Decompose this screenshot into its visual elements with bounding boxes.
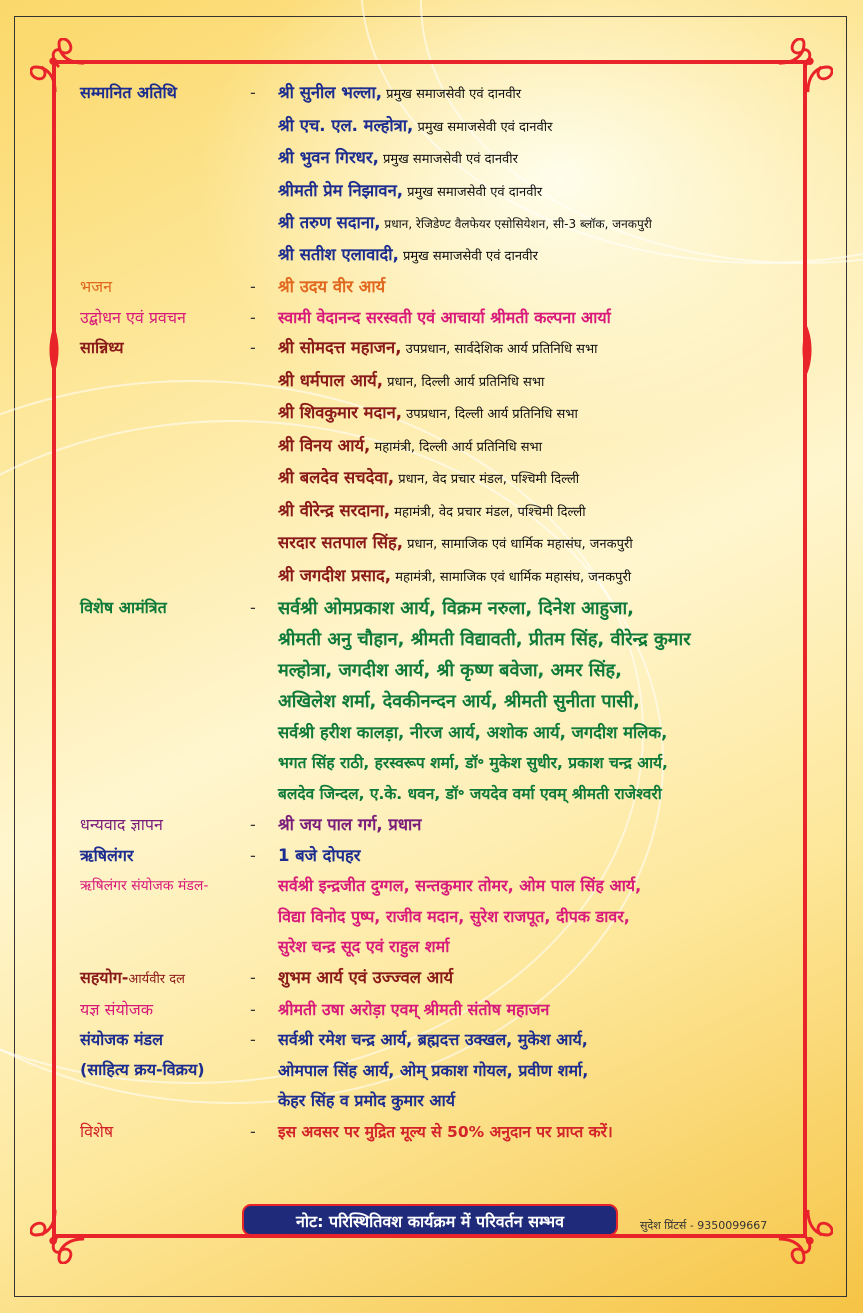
section-label: सम्मानित अतिथि — [80, 83, 177, 102]
printer-credit: सुदेश प्रिंटर्स - 9350099667 — [640, 1219, 768, 1232]
corner-ornament-icon — [775, 1206, 833, 1264]
guest-desc: प्रधान, सामाजिक एवं धार्मिक महासंघ, जनकपुरी — [403, 537, 633, 552]
section-label: ऋषिलंगर — [80, 845, 134, 865]
dash: - — [250, 967, 256, 987]
dash: - — [250, 815, 256, 834]
invitee-line: भगत सिंह राठी, हरस्वरूप शर्मा, डॉ॰ मुकेश सुधीर, प्रकाश चन्द्र आर्य, — [278, 754, 668, 772]
guest-name: श्री बलदेव सचदेवा, — [278, 468, 395, 487]
section-value: इस अवसर पर मुद्रित मूल्य से 50% अनुदान पर प्राप्त करें। — [278, 1122, 613, 1141]
guest-desc: उपप्रधान, सार्वदेशिक आर्य प्रतिनिधि सभा — [401, 342, 598, 357]
guest-desc: प्रधान, दिल्ली आर्य प्रतिनिधि सभा — [383, 374, 545, 390]
guest-name: श्री भुवन गिरधर, — [278, 148, 379, 167]
guest-desc: महामंत्री, वेद प्रचार मंडल, पश्चिमी दिल्ली — [390, 504, 586, 520]
section-value: स्वामी वेदानन्द सरस्वती एवं आचार्या श्रीमती कल्पना आर्या — [278, 307, 611, 327]
member-line: सर्वश्री इन्द्रजीत दुग्गल, सन्तकुमार तोमर, ओम पाल सिंह आर्य, — [278, 876, 642, 895]
member-line: सर्वश्री रमेश चन्द्र आर्य, ब्रह्मदत्त उक्खल, मुकेश आर्य, — [278, 1030, 588, 1049]
invitee-line: सर्वश्री हरीश कालड़ा, नीरज आर्य, अशोक आर्य, जगदीश मलिक, — [278, 723, 668, 742]
section-label: उद्बोधन एवं प्रवचन — [80, 307, 186, 327]
guest-name: सरदार सतपाल सिंह, — [278, 533, 404, 552]
guest-name: श्री एच. एल. मल्होत्रा, — [278, 115, 414, 135]
section-value: 1 बजे दोपहर — [278, 845, 361, 865]
invitee-line: सर्वश्री ओमप्रकाश आर्य, विक्रम नरुला, दिनेश आहुजा, — [278, 598, 634, 619]
guest-name: श्री वीरेन्द्र सरदाना, — [278, 500, 391, 520]
section-yagya — [80, 995, 790, 1026]
guest-name: श्री सुनील भल्ला, — [278, 83, 382, 102]
section-label: यज्ञ संयोजक — [80, 999, 154, 1019]
guest-line — [278, 78, 790, 111]
program-list — [80, 78, 790, 1147]
dash: - — [203, 878, 209, 894]
guest-line — [278, 496, 790, 529]
label-text: संयोजक मंडल — [80, 1030, 163, 1049]
section-sanyojak-mandal — [80, 1025, 790, 1117]
guest-line — [278, 398, 790, 431]
guest-line — [278, 333, 790, 366]
section-value: शुभम आर्य एवं उज्ज्वल आर्य — [278, 967, 454, 987]
guest-desc: प्रमुख समाजसेवी एवं दानवीर — [378, 152, 518, 167]
section-dhanyavad — [80, 810, 790, 841]
guest-desc: उपप्रधान, दिल्ली आर्य प्रतिनिधि सभा — [402, 407, 578, 422]
section-label — [80, 963, 250, 995]
guest-line — [278, 111, 790, 144]
dash: - — [250, 1121, 256, 1141]
guest-line — [278, 561, 790, 594]
section-label: विशेष — [80, 1121, 114, 1141]
invitee-line: अखिलेश शर्मा, देवकीनन्दन आर्य, श्रीमती सुनीता पासी, — [278, 691, 640, 712]
guest-line — [278, 176, 790, 209]
section-bhajan — [80, 272, 790, 303]
section-value: श्री उदय वीर आर्य — [278, 277, 386, 296]
guest-name: श्री जगदीश प्रसाद, — [278, 565, 392, 585]
dash: - — [250, 277, 256, 296]
label-text: ऋषिलंगर संयोजक मंडल — [80, 878, 204, 894]
section-langar-sanyojak — [80, 871, 790, 963]
label-sub: (साहित्य क्रय-विक्रय) — [80, 1060, 205, 1079]
dash: - — [250, 1030, 256, 1049]
guest-name: श्रीमती प्रेम निझावन, — [278, 180, 404, 200]
section-sammanit — [80, 78, 790, 272]
guest-desc: प्रमुख समाजसेवी एवं दानवीर — [403, 184, 543, 200]
guest-name: श्री शिवकुमार मदान, — [278, 403, 403, 422]
guest-name: श्री सोमदत्त महाजन, — [278, 338, 402, 357]
invitee-line: श्रीमती अनु चौहान, श्रीमती विद्यावती, प्रीतम सिंह, वीरेन्द्र कुमार — [278, 629, 691, 650]
guest-desc: महामंत्री, दिल्ली आर्य प्रतिनिधि सभा — [370, 439, 543, 455]
guest-line — [278, 528, 790, 561]
guest-desc: प्रमुख समाजसेवी एवं दानवीर — [398, 248, 538, 264]
guest-name: श्री विनय आर्य, — [278, 435, 371, 455]
guest-line — [278, 366, 790, 399]
section-value: श्री जय पाल गर्ग, प्रधान — [278, 815, 422, 834]
section-values — [278, 871, 790, 963]
dash: - — [250, 845, 256, 865]
dash: - — [250, 999, 256, 1019]
side-ornament-icon — [46, 326, 62, 374]
dash: - — [250, 598, 256, 617]
dash: - — [250, 83, 256, 102]
label-sub: आर्यवीर दल — [128, 971, 185, 987]
member-line: ओमपाल सिंह आर्य, ओम् प्रकाश गोयल, प्रवीण शर्मा, — [278, 1060, 589, 1080]
section-values — [278, 333, 790, 593]
guest-name: श्री तरुण सदाना, — [278, 213, 381, 232]
invitee-line: बलदेव जिन्दल, ए.के. धवन, डॉ॰ जयदेव वर्मा एवम् श्रीमती राजेश्वरी — [278, 785, 662, 803]
section-rishilangar — [80, 841, 790, 872]
section-vishesh-amantrit — [80, 593, 790, 810]
section-value: श्रीमती उषा अरोड़ा एवम् श्रीमती संतोष महाजन — [278, 999, 550, 1019]
section-values — [278, 1025, 790, 1117]
guest-line — [278, 208, 790, 240]
member-line: विद्या विनोद पुष्प, राजीव मदान, सुरेश राजपूत, दीपक डावर, — [278, 906, 630, 926]
guest-desc: प्रधान, रेजिडेण्ट वैलफेयर एसोसियेशन, सी-3 ब्लॉक, जनकपुरी — [380, 217, 652, 231]
section-label — [80, 1025, 250, 1085]
member-line: केहर सिंह व प्रमोद कुमार आर्य — [278, 1091, 456, 1110]
guest-desc: महामंत्री, सामाजिक एवं धार्मिक महासंघ, जनकपुरी — [391, 569, 632, 585]
section-sahyog — [80, 963, 790, 995]
section-label: सान्निध्य — [80, 338, 124, 357]
guest-name: श्री धर्मपाल आर्य, — [278, 370, 383, 390]
member-line: सुरेश चन्द्र सूद एवं राहुल शर्मा — [278, 937, 450, 956]
invitee-line: मल्होत्रा, जगदीश आर्य, श्री कृष्ण बवेजा, अमर सिंह, — [278, 660, 622, 681]
guest-desc: प्रमुख समाजसेवी एवं दानवीर — [382, 87, 522, 102]
section-vishesh — [80, 1117, 790, 1148]
section-values — [278, 593, 790, 810]
section-sannidhya — [80, 333, 790, 593]
guest-desc: प्रधान, वेद प्रचार मंडल, पश्चिमी दिल्ली — [394, 472, 580, 487]
label-text: सहयोग- — [80, 967, 129, 987]
section-label — [80, 871, 268, 901]
side-ornament-icon — [799, 326, 815, 374]
guest-line — [278, 240, 790, 273]
note-banner: नोट: परिस्थितिवश कार्यक्रम में परिवर्तन सम्भव — [242, 1204, 618, 1236]
dash: - — [250, 307, 256, 327]
dash: - — [250, 338, 256, 357]
section-udbodhan — [80, 303, 790, 334]
section-label: भजन — [80, 277, 113, 296]
guest-desc: प्रमुख समाजसेवी एवं दानवीर — [413, 119, 553, 135]
section-label: धन्यवाद ज्ञापन — [80, 815, 163, 834]
guest-line — [278, 463, 790, 496]
guest-name: श्री सतीश एलावादी, — [278, 244, 399, 264]
section-values — [278, 78, 790, 272]
guest-line — [278, 431, 790, 464]
section-label: विशेष आमंत्रित — [80, 598, 167, 617]
corner-ornament-icon — [30, 1206, 88, 1264]
guest-line — [278, 143, 790, 176]
